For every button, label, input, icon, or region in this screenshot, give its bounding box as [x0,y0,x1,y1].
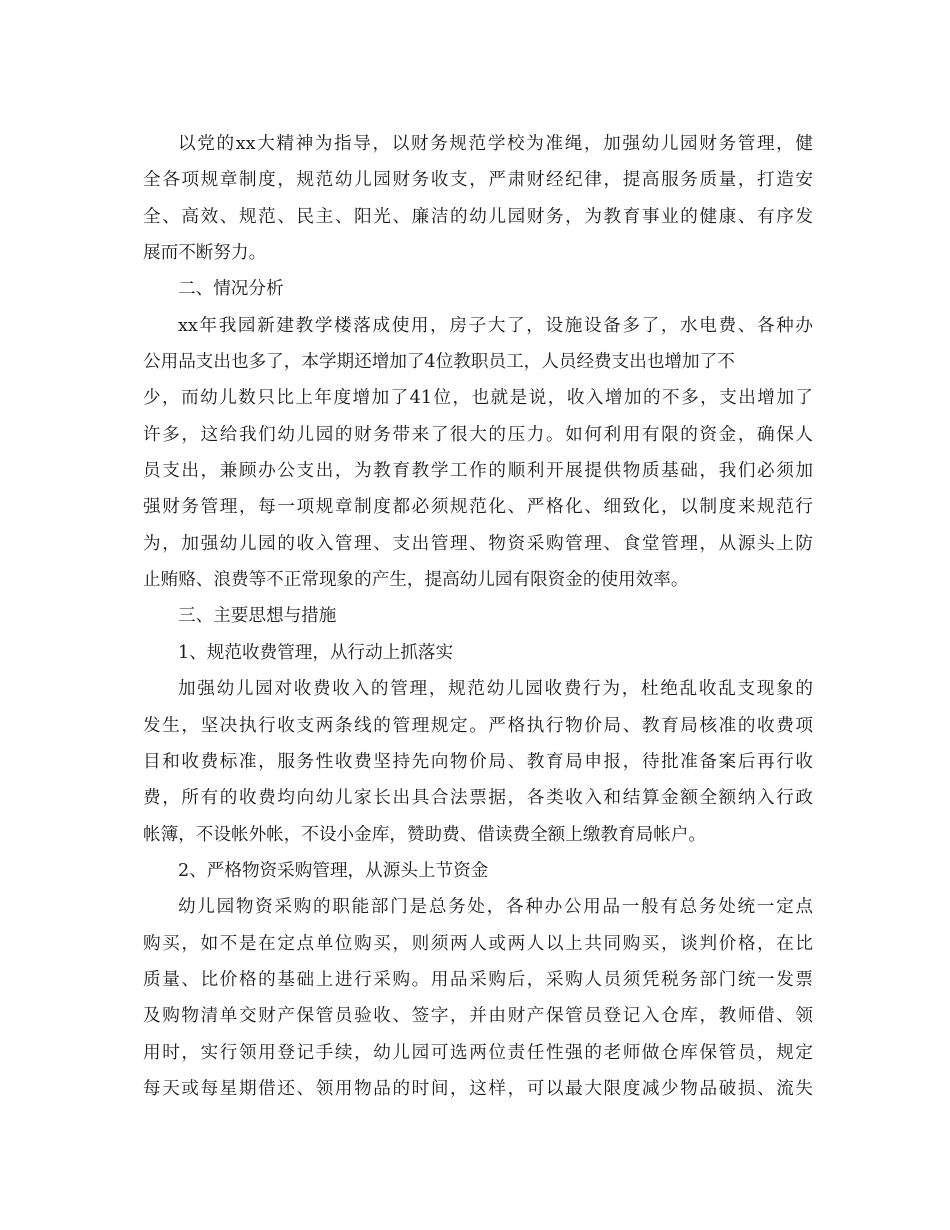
paragraph-first-line: 二、情况分析 [178,279,284,300]
text-line: 每天或每星期借还、领用物品的时间，这样，可以最大限度减少物品破损、流失 [143,1078,813,1099]
text-line: 发生，坚决执行收支两条线的管理规定。严格执行物价局、教育局核准的收费项 [143,715,813,736]
text-line: 员支出，兼顾办公支出，为教育教学工作的顺利开展提供物质基础，我们必须加 [143,461,813,482]
paragraph-first-line: 以党的xx大精神为指导，以财务规范学校为准绳，加强幼儿园财务管理，健 [178,134,813,154]
text-line: 全、高效、规范、民主、阳光、廉洁的幼儿园财务，为教育事业的健康、有序发 [143,206,813,227]
document-body [143,126,813,1107]
text-line: 帐簿，不设帐外帐，不设小金库，赞助费、借读费全额上缴教育局帐户。 [143,824,707,845]
text-line: 少，而幼儿数只比上年度增加了41位，也就是说，收入增加的不多，支出增加了 [143,388,813,409]
text-line: 全各项规章制度，规范幼儿园财务收支，严肃财经纪律，提高服务质量，打造安 [143,170,813,191]
paragraph-first-line: xx年我园新建教学楼落成使用，房子大了，设施设备多了，水电费、各种办 [178,315,813,336]
text-line: 及购物清单交财产保管员验收、签字，并由财产保管员登记入仓库，教师借、领 [143,1006,813,1027]
paragraph-first-line: 三、主要思想与措施 [178,606,337,627]
text-line: 许多，这给我们幼儿园的财务带来了很大的压力。如何利用有限的资金，确保人 [143,424,813,445]
text-line: 为，加强幼儿园的收入管理、支出管理、物资采购管理、食堂管理，从源头上防 [143,533,813,554]
text-line: 展而不断努力。 [143,243,267,264]
text-line: 用时，实行领用登记手续，幼儿园可选两位责任性强的老师做仓库保管员，规定 [143,1042,813,1063]
text-line: 费，所有的收费均向幼儿家长出具合法票据，各类收入和结算金额全额纳入行政 [143,788,813,809]
text-line: 质量、比价格的基础上进行采购。用品采购后，采购人员须凭税务部门统一发票 [143,969,813,990]
text-line: 强财务管理，每一项规章制度都必须规范化、严格化、细致化，以制度来规范行 [143,497,813,518]
paragraph-first-line: 2、严格物资采购管理，从源头上节资金 [178,860,489,881]
paragraph-first-line: 1、规范收费管理，从行动上抓落实 [178,642,454,663]
text-line: 公用品支出也多了，本学期还增加了4位教职员工，人员经费支出也增加了不 [143,352,735,373]
text-line: 购买，如不是在定点单位购买，则须两人或两人以上共同购买，谈判价格，在比 [143,933,813,954]
text-line: 目和收费标准，服务性收费坚持先向物价局、教育局申报，待批准备案后再行收 [143,751,813,772]
paragraph-first-line: 幼儿园物资采购的职能部门是总务处，各种办公用品一般有总务处统一定点 [178,897,813,918]
text-line: 止贿赂、浪费等不正常现象的产生，提高幼儿园有限资金的使用效率。 [143,570,689,591]
paragraph-first-line: 加强幼儿园对收费收入的管理，规范幼儿园收费行为，杜绝乱收乱支现象的 [178,679,813,700]
